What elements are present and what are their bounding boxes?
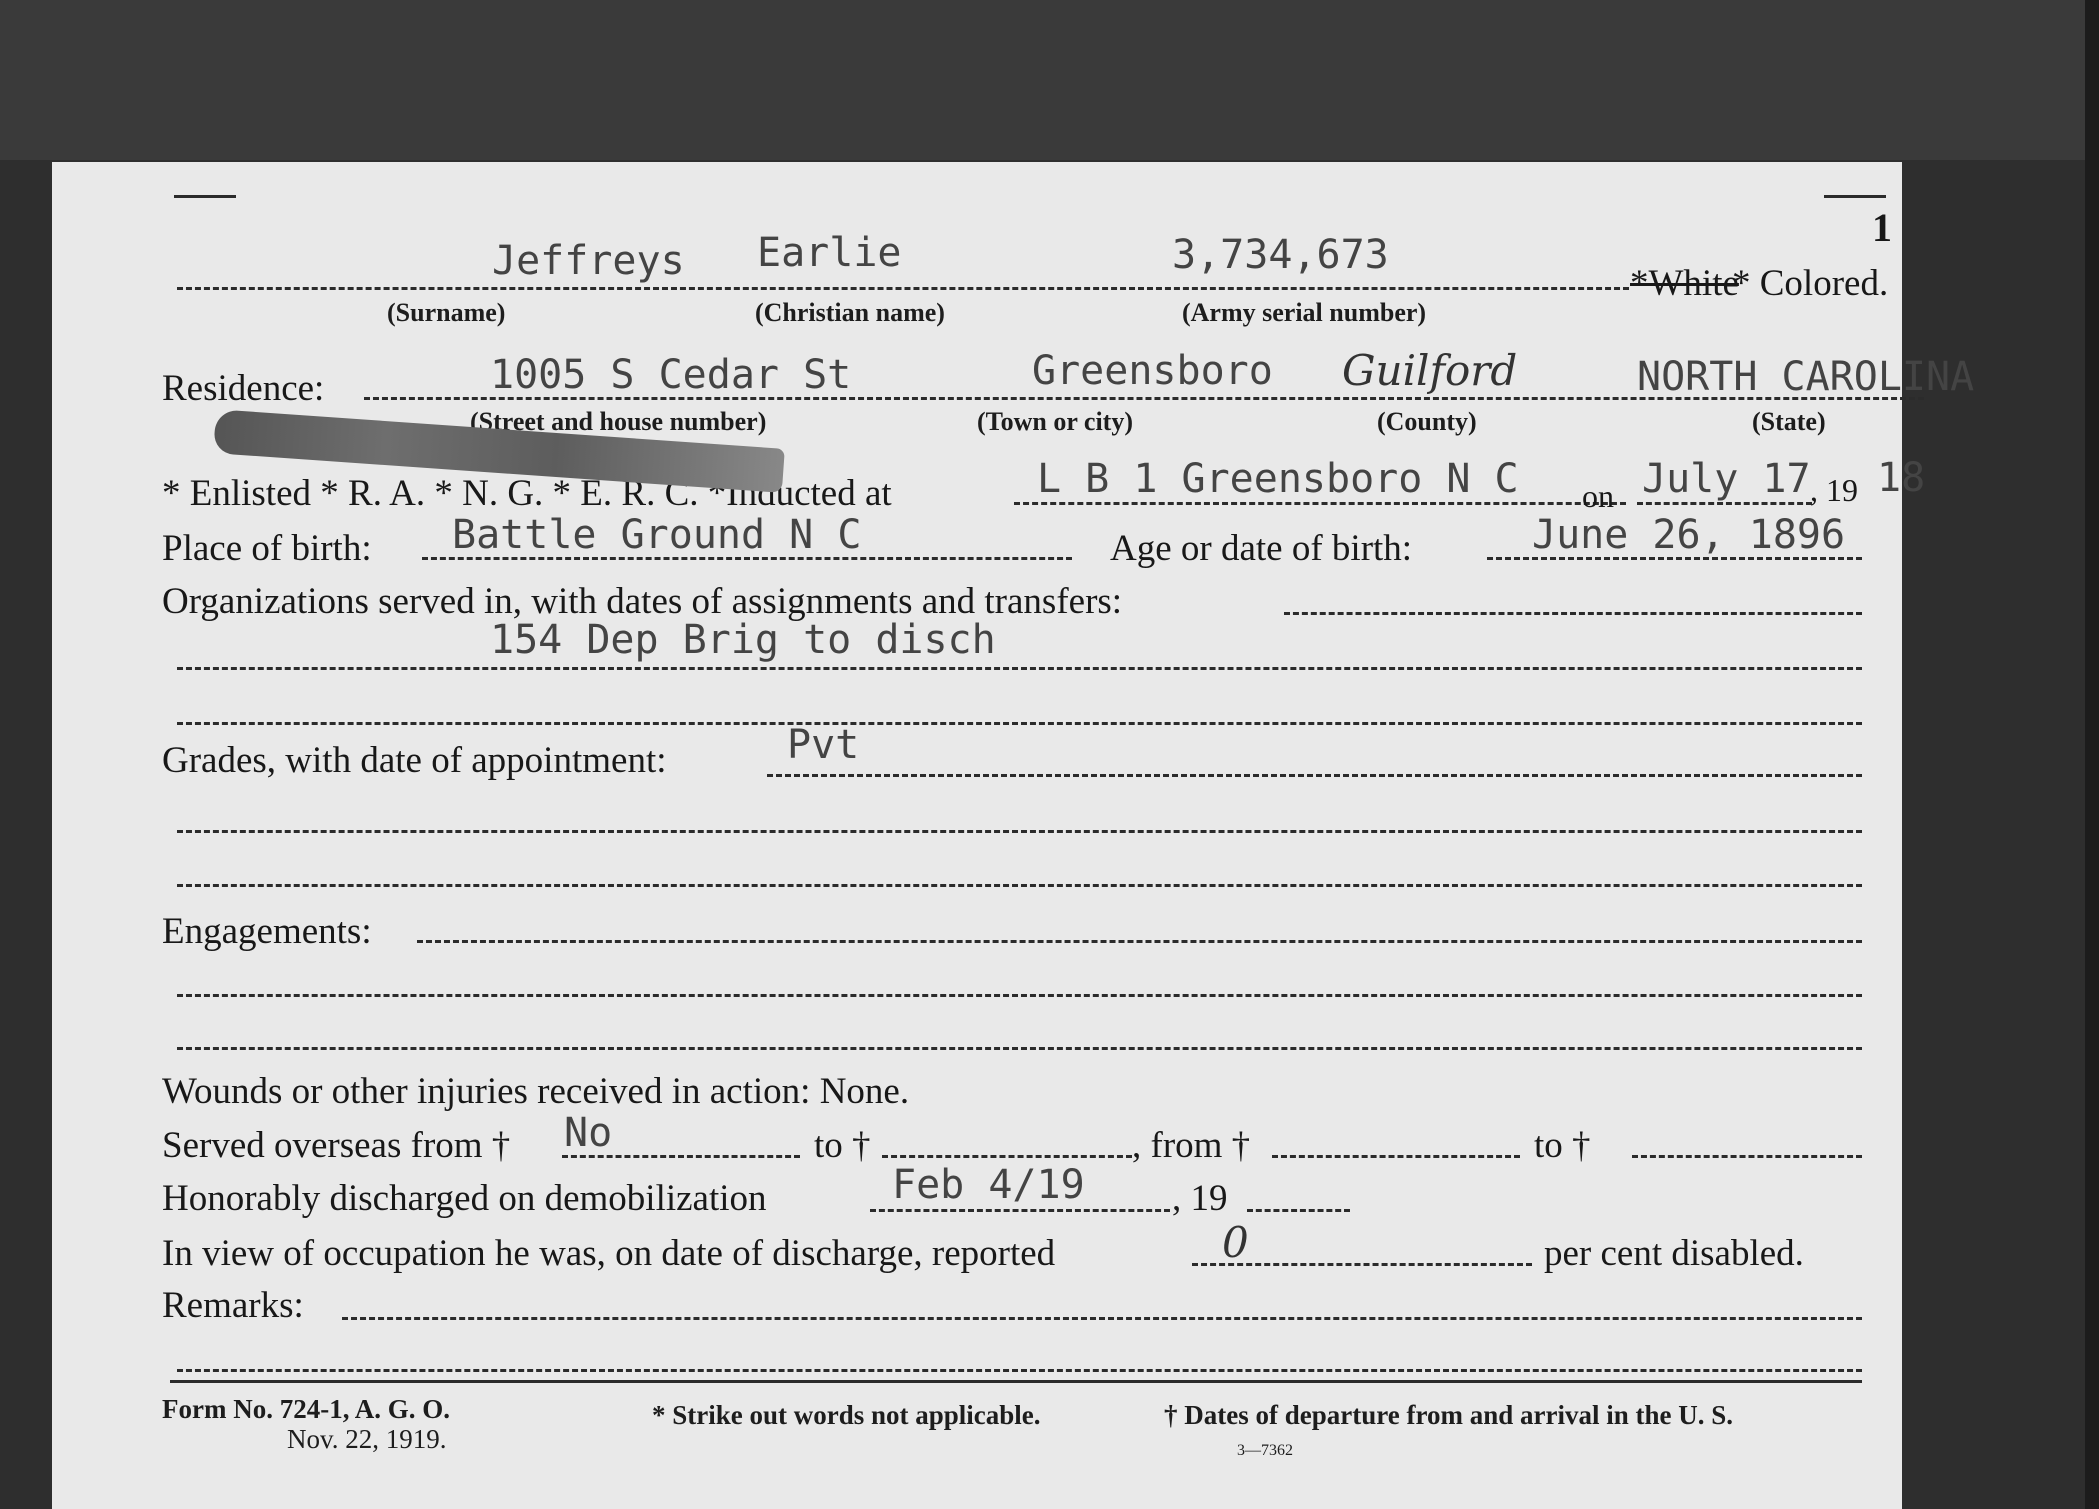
discharge-year: , 19 [1172, 1178, 1228, 1219]
overseas-to-line [882, 1155, 1132, 1158]
grade-value: Pvt [787, 722, 860, 768]
state-value: NORTH CAROLINA [1637, 354, 1975, 400]
grades-line-2 [177, 830, 1862, 833]
induction-year-value: 18 [1877, 455, 1926, 501]
overseas-value: No [564, 1110, 613, 1156]
engagements-line-2 [177, 994, 1862, 997]
form-number: Form No. 724-1, A. G. O. [162, 1394, 450, 1424]
print-code: 3—7362 [1237, 1442, 1293, 1459]
induction-date-value: July 17 [1642, 456, 1811, 502]
top-left-mark [174, 195, 236, 198]
overseas-to2-label: to † [1534, 1125, 1591, 1166]
caption-county: (County) [1377, 407, 1477, 436]
race-colored: * Colored. [1732, 263, 1889, 304]
birth-date-line [1487, 557, 1862, 560]
card-number: 1 [1872, 205, 1892, 250]
footnote-dates: † Dates of departure from and arrival in the U. S. [1164, 1400, 1733, 1430]
wounds-label: Wounds or other injuries received in action: None. [162, 1071, 910, 1112]
engagements-label: Engagements: [162, 911, 372, 952]
inducted-at-value: L B 1 Greensboro N C [1037, 456, 1519, 502]
overseas-from-line [562, 1155, 800, 1158]
top-right-mark [1824, 195, 1886, 198]
county-value: Guilford [1342, 346, 1518, 395]
street-value: 1005 S Cedar St [490, 352, 852, 398]
residence-line [364, 397, 1924, 400]
grades-line-3 [177, 884, 1862, 887]
overseas-from2-line [1272, 1155, 1520, 1158]
surname-value: Jeffreys [492, 238, 685, 284]
grades-label: Grades, with date of appointment: [162, 740, 667, 781]
age-label: Age or date of birth: [1110, 528, 1413, 569]
year-prefix: , 19 [1810, 472, 1858, 508]
organizations-line-1 [1284, 612, 1862, 615]
scanner-background [0, 0, 2099, 160]
discharge-year-line [1247, 1209, 1350, 1212]
service-record-card [52, 162, 1975, 1509]
birth-place-value: Battle Ground N C [452, 512, 862, 558]
engagements-line-1 [417, 940, 1862, 943]
enlisted-label: * Enlisted * R. A. * N. G. * E. R. C. *Inducted at [162, 473, 892, 514]
discharge-label: Honorably discharged on demobilization [162, 1178, 767, 1219]
disability-line [1192, 1263, 1532, 1266]
town-value: Greensboro [1032, 348, 1273, 394]
caption-street: (Street and house number) [470, 407, 767, 436]
remarks-line-1 [342, 1317, 1862, 1320]
caption-christian-name: (Christian name) [755, 298, 945, 327]
caption-town: (Town or city) [977, 407, 1133, 436]
christian-name-value: Earlie [757, 230, 902, 276]
disability-label: In view of occupation he was, on date of discharge, reported [162, 1233, 1056, 1274]
overseas-to2-line [1632, 1155, 1862, 1158]
birth-date-value: June 26, 1896 [1532, 512, 1846, 558]
overseas-to-label: to † [814, 1125, 871, 1166]
organizations-value: 154 Dep Brig to disch [490, 617, 996, 663]
discharge-line [870, 1209, 1170, 1212]
caption-state: (State) [1752, 407, 1826, 436]
birth-place-label: Place of birth: [162, 528, 372, 569]
caption-army-serial: (Army serial number) [1182, 298, 1427, 327]
caption-surname: (Surname) [387, 298, 506, 327]
on-label: on [1582, 478, 1614, 514]
disability-value: 0 [1222, 1218, 1249, 1267]
overseas-label: Served overseas from † [162, 1125, 511, 1166]
overseas-from-label: , from † [1132, 1125, 1251, 1166]
grades-line-1 [767, 774, 1862, 777]
footnote-strike: * Strike out words not applicable. [652, 1400, 1041, 1430]
remarks-line-2 [177, 1369, 1862, 1372]
race-white: *White [1630, 263, 1739, 304]
name-line [177, 287, 1629, 290]
birth-place-line [422, 557, 1072, 560]
form-date: Nov. 22, 1919. [287, 1424, 447, 1454]
organizations-line-2 [177, 667, 1862, 670]
disability-suffix: per cent disabled. [1544, 1233, 1804, 1274]
footer-rule [170, 1380, 1862, 1383]
induction-date-line [1637, 502, 1812, 505]
scanner-edge [2085, 0, 2099, 1509]
remarks-label: Remarks: [162, 1285, 304, 1326]
engagements-line-3 [177, 1047, 1862, 1050]
organizations-line-3 [177, 722, 1862, 725]
organizations-label: Organizations served in, with dates of assignments and transfers: [162, 581, 1123, 622]
inducted-line [1014, 502, 1626, 505]
army-serial-value: 3,734,673 [1172, 232, 1389, 278]
discharge-date-value: Feb 4/19 [892, 1162, 1085, 1208]
residence-label: Residence: [162, 368, 325, 409]
